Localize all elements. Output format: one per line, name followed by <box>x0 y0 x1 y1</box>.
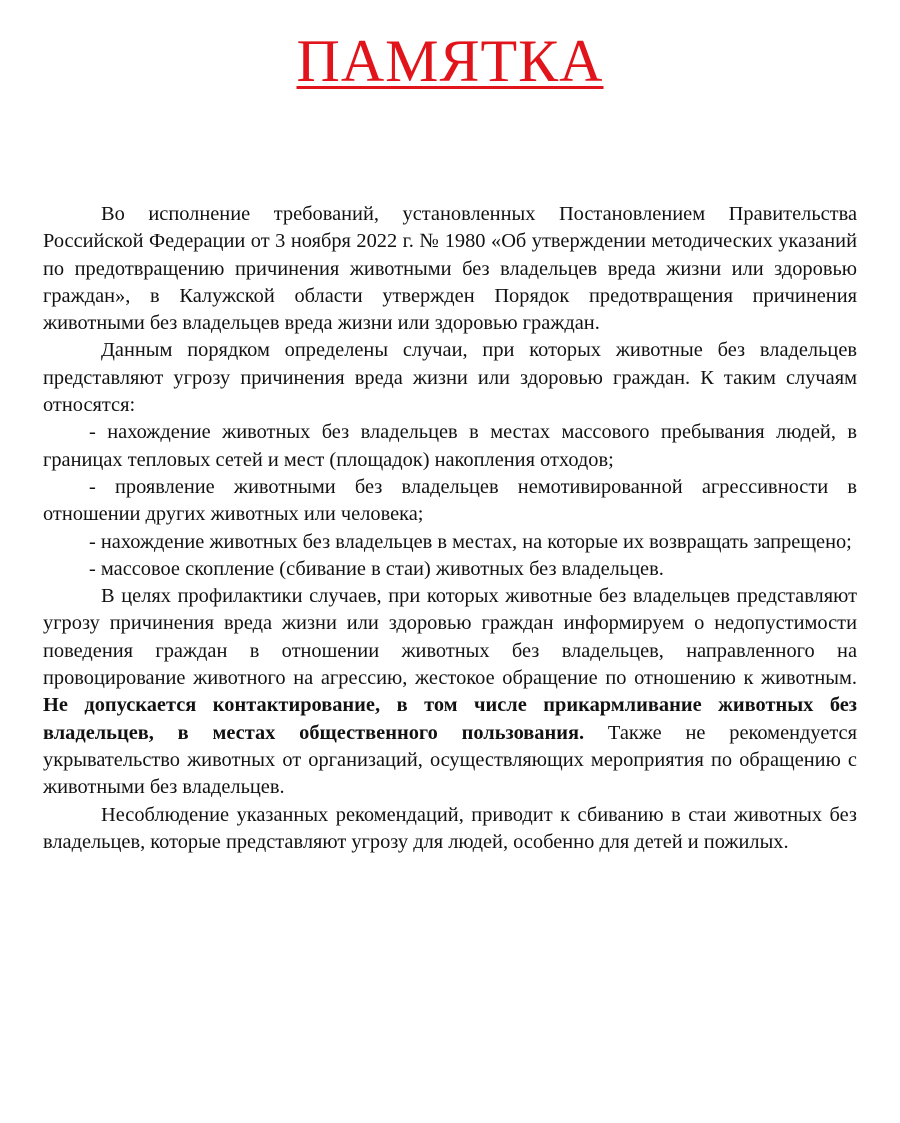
cases-paragraph: Данным порядком определены случаи, при которых животные без владельцев представляют угрозу причинения вреда жизни или здоровью граждан. К таким случаям относятся: <box>43 339 857 417</box>
intro-paragraph: Во исполнение требований, установленных Постановлением Правительства Российской Федерации от 3 ноября 2022 г. № 1980 «Об утверждении методических указаний по предотвращению причинения животными без владельцев вреда жизни или здоровью граждан», в Калужской области утвержден Порядок предотвращения причинения животными без владельцев вреда жизни или здоровью граждан. <box>43 203 857 335</box>
list-item: - нахождение животных без владельцев в местах, на которые их возвращать запрещено; <box>89 530 852 553</box>
recommendation-text: Также не рекомендуется укрывательство животных от организаций, осуществляющих мероприятия по обращению с животными без владельцев. <box>43 721 857 799</box>
memo-body <box>43 201 857 856</box>
list-item: - проявление животными без владельцев немотивированной агрессивности в отношении других животных или человека; <box>43 475 857 526</box>
page-title: ПАМЯТКА <box>296 28 604 94</box>
prevention-text: В целях профилактики случаев, при которых животные без владельцев представляют угрозу причинения вреда жизни или здоровью граждан информируем о недопустимости поведения граждан в отношении животных без владельцев, направленного на провоцирование животного на агрессию, жестокое обращение по отношению к животным. <box>43 585 857 690</box>
prohibition-text: Не допускается контактирование, в том числе прикармливание животных без владельцев, в местах общественного пользования. <box>43 694 857 744</box>
list-item: - массовое скопление (сбивание в стаи) животных без владельцев. <box>89 557 664 580</box>
consequences-paragraph: Несоблюдение указанных рекомендаций, приводит к сбиванию в стаи животных без владельцев, которые представляют угрозу для людей, особенно для детей и пожилых. <box>43 803 857 853</box>
prevention-paragraph <box>43 583 857 801</box>
list-item: - нахождение животных без владельцев в местах массового пребывания людей, в границах тепловых сетей и мест (площадок) накопления отходов; <box>43 421 857 471</box>
